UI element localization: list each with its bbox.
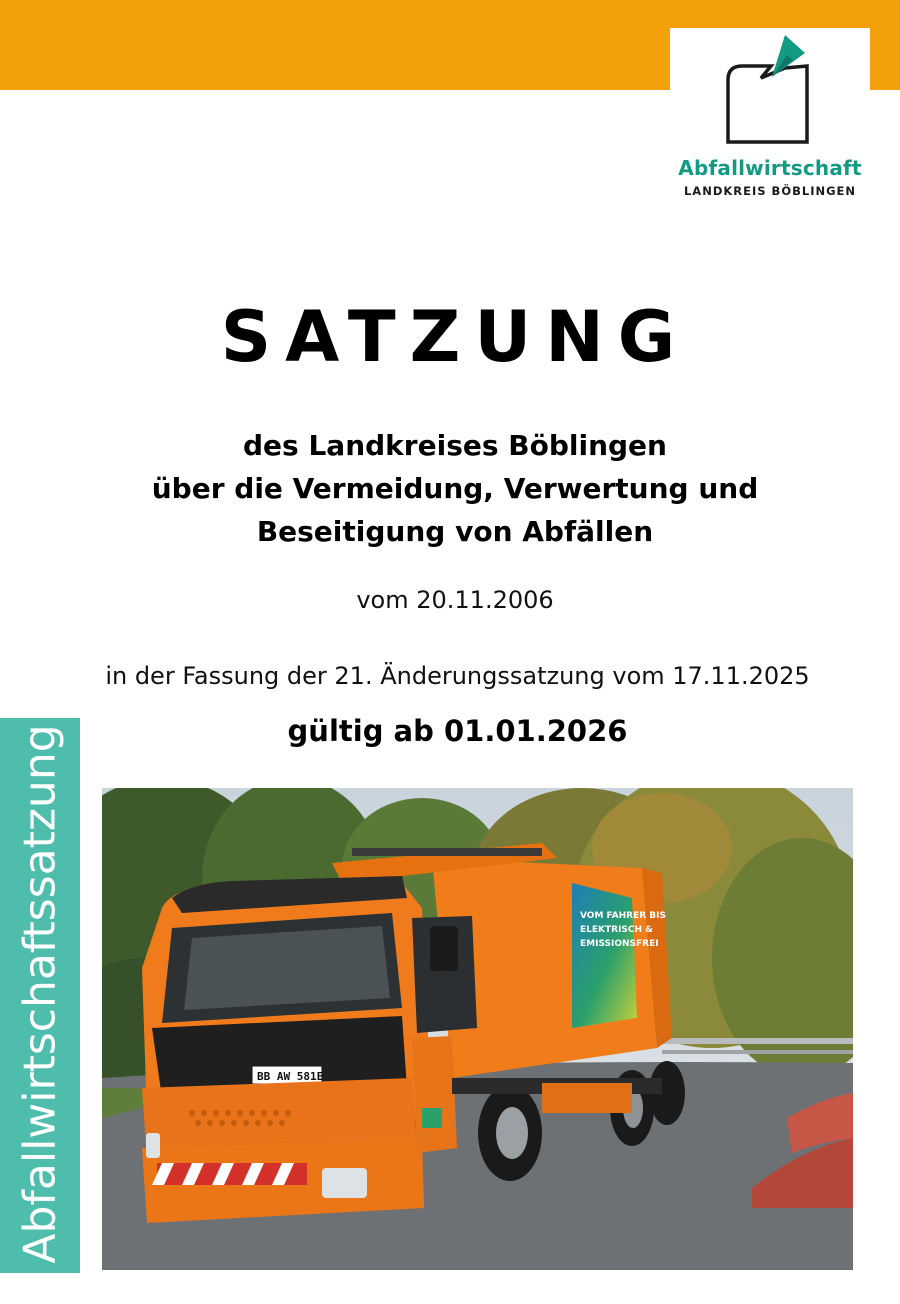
- subtitle-line: über die Vermeidung, Verwertung und: [151, 472, 759, 505]
- logo-title: Abfallwirtschaft: [678, 156, 862, 180]
- logo-subtitle: LANDKREIS BÖBLINGEN: [683, 184, 857, 198]
- cover-photo: [102, 788, 853, 1270]
- valid-from: gültig ab 01.01.2026: [287, 714, 628, 748]
- side-label: Abfallwirtschaftssatzung: [14, 724, 66, 1264]
- panel-text-line: VOM FAHRER BIS: [580, 911, 666, 921]
- document-title: SATZUNG: [220, 296, 690, 378]
- logo: [670, 28, 870, 203]
- subtitle-line: Beseitigung von Abfällen: [256, 515, 654, 548]
- panel-text-line: EMISSIONSFREI: [580, 939, 659, 949]
- subtitle-line: des Landkreises Böblingen: [243, 429, 667, 462]
- document-subtitle: [0, 424, 900, 553]
- license-plate: BB AW 581E: [257, 1070, 324, 1083]
- panel-text-line: ELEKTRISCH &: [580, 925, 654, 935]
- document-date: vom 20.11.2006: [356, 586, 554, 614]
- logo-icon: [725, 30, 817, 150]
- garbage-truck-photo: [102, 788, 853, 1270]
- document-version: in der Fassung der 21. Änderungssatzung vom 17.11.2025: [105, 662, 810, 690]
